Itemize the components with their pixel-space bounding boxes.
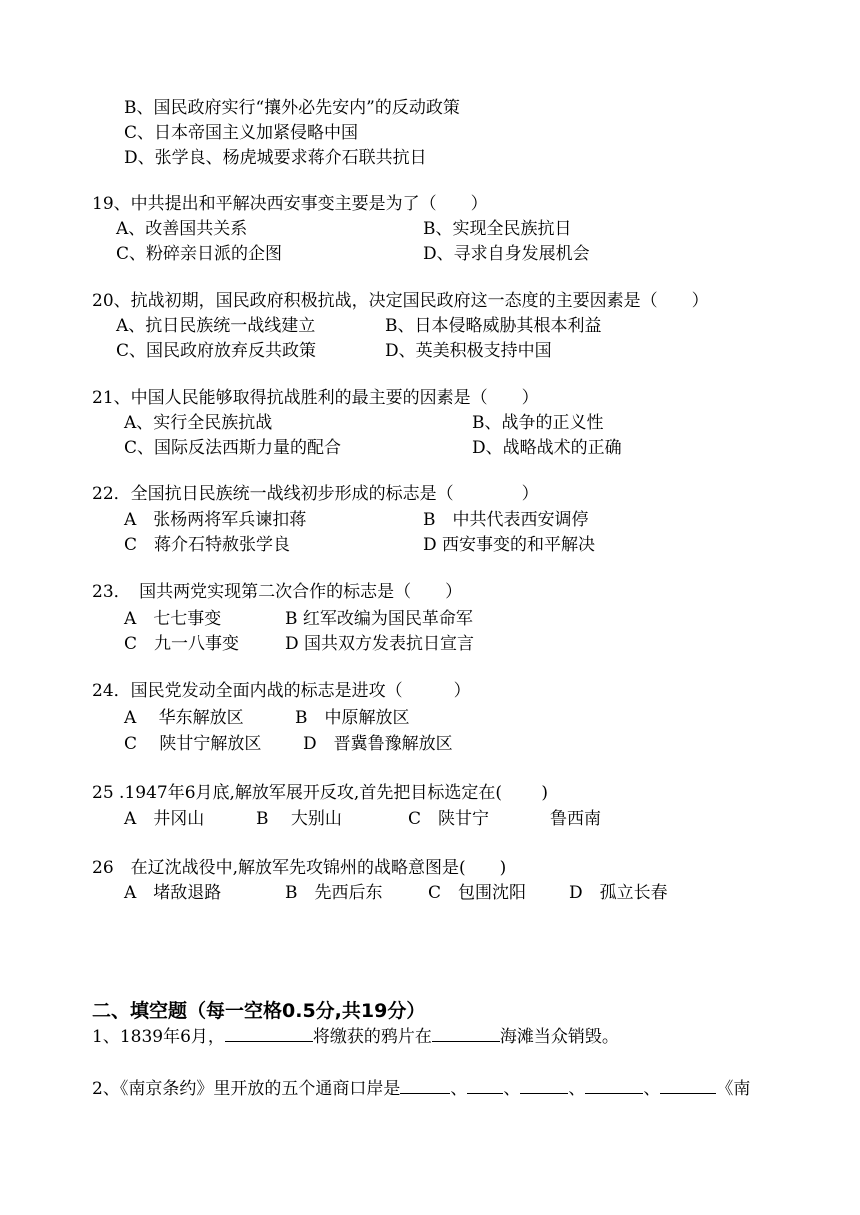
q18-option-d: D、张学良、杨虎城要求蒋介石联共抗日 <box>124 148 427 168</box>
q21-row1 <box>0 412 860 434</box>
fill2-sep-1: 、 <box>450 1079 468 1099</box>
q24-row2 <box>0 733 860 755</box>
q24-stem: 24．国民党发动全面内战的标志是进攻（ ） <box>92 681 471 701</box>
fill-question-1 <box>92 1025 619 1048</box>
q22-option-b: B 中共代表西安调停 <box>423 510 589 530</box>
fill1-text-2: 将缴获的鸦片在 <box>312 1027 432 1047</box>
q20-row1 <box>0 315 860 337</box>
fill2-blank-3[interactable] <box>520 1077 568 1094</box>
q26-row1 <box>0 882 860 904</box>
fill1-blank-2[interactable] <box>432 1025 500 1042</box>
fill1-text-3: 海滩当众销毁。 <box>499 1027 619 1047</box>
q19-option-b: B、实现全民族抗日 <box>423 219 572 239</box>
fill2-sep-3: 、 <box>568 1079 586 1099</box>
q26-option-a: A 堵敌退路 <box>124 883 222 903</box>
fill2-text-2: 《南 <box>716 1079 751 1099</box>
q24-option-a: A 华东解放区 <box>124 708 244 728</box>
q19-option-c: C、粉碎亲日派的企图 <box>116 244 283 264</box>
q23-row2 <box>0 633 860 655</box>
q24-option-b: B 中原解放区 <box>295 708 410 728</box>
fill1-blank-1[interactable] <box>225 1025 313 1042</box>
q22-option-c: C 蒋介石特赦张学良 <box>124 535 291 555</box>
q18-option-c: C、日本帝国主义加紧侵略中国 <box>124 123 359 143</box>
q25-option-c: C 陕甘宁 <box>408 809 490 829</box>
q21-option-b: B、战争的正义性 <box>472 413 604 433</box>
q19-stem: 19、中共提出和平解决西安事变主要是为了（ ） <box>92 194 488 214</box>
q25-option-b: B 大别山 <box>256 809 342 829</box>
q20-row2 <box>0 340 860 362</box>
q18-option-b: B、国民政府实行“攘外必先安内”的反动政策 <box>124 98 460 118</box>
q23-option-c: C 九一八事变 <box>124 634 240 654</box>
section-heading-fill-blank: 二、填空题（每一空格0.5分,共19分） <box>92 1000 426 1022</box>
q23-stem: 23． 国共两党实现第二次合作的标志是（ ） <box>92 582 463 602</box>
q20-stem: 20、抗战初期，国民政府积极抗战，决定国民政府这一态度的主要因素是（ ） <box>92 291 709 311</box>
q25-option-a: A 井冈山 <box>124 809 205 829</box>
q24-option-d: D 晋冀鲁豫解放区 <box>303 734 453 754</box>
q21-option-a: A、实行全民族抗战 <box>124 413 273 433</box>
q22-option-a: A 张杨两将军兵谏扣蒋 <box>124 510 307 530</box>
q25-row1 <box>0 808 860 830</box>
fill1-text-1: 1、1839年6月， <box>92 1027 225 1047</box>
q21-row2 <box>0 437 860 459</box>
q25-option-d: 鲁西南 <box>550 809 601 829</box>
q24-row1 <box>0 707 860 729</box>
q19-option-a: A、改善国共关系 <box>116 219 248 239</box>
q20-option-d: D、英美积极支持中国 <box>385 341 552 361</box>
q20-option-a: A、抗日民族统一战线建立 <box>116 316 316 336</box>
fill2-text-1: 2、《南京条约》里开放的五个通商口岸是 <box>92 1079 401 1099</box>
q26-stem: 26 在辽沈战役中,解放军先攻锦州的战略意图是( ) <box>92 858 507 878</box>
q23-row1 <box>0 608 860 630</box>
q19-option-d: D、寻求自身发展机会 <box>423 244 590 264</box>
q22-row1 <box>0 509 860 531</box>
q19-row1 <box>0 218 860 240</box>
q20-option-c: C、国民政府放弃反共政策 <box>116 341 317 361</box>
q23-option-d: D 国共双方发表抗日宣言 <box>285 634 475 654</box>
q24-option-c: C 陕甘宁解放区 <box>124 734 262 754</box>
q26-option-d: D 孤立长春 <box>569 883 668 903</box>
q19-row2 <box>0 243 860 265</box>
q26-option-b: B 先西后东 <box>285 883 383 903</box>
q21-option-d: D、战略战术的正确 <box>472 438 622 458</box>
q26-option-c: C 包围沈阳 <box>428 883 527 903</box>
q23-option-a: A 七七事变 <box>124 609 222 629</box>
fill2-blank-4[interactable] <box>585 1077 643 1094</box>
q22-stem: 22．全国抗日民族统一战线初步形成的标志是（ ） <box>92 484 539 504</box>
q25-stem: 25 .1947年6月底,解放军展开反攻,首先把目标选定在( ) <box>92 783 548 803</box>
q22-row2 <box>0 534 860 556</box>
fill2-sep-2: 、 <box>503 1079 521 1099</box>
fill2-blank-2[interactable] <box>467 1077 503 1094</box>
fill2-blank-1[interactable] <box>400 1077 450 1094</box>
q22-option-d: D 西安事变的和平解决 <box>423 535 596 555</box>
fill2-blank-5[interactable] <box>660 1077 716 1094</box>
q21-option-c: C、国际反法西斯力量的配合 <box>124 438 342 458</box>
q20-option-b: B、日本侵略威胁其根本利益 <box>385 316 602 336</box>
fill2-sep-4: 、 <box>643 1079 661 1099</box>
q21-stem: 21、中国人民能够取得抗战胜利的最主要的因素是（ ） <box>92 388 539 408</box>
fill-question-2 <box>92 1077 750 1100</box>
q23-option-b: B 红军改编为国民革命军 <box>285 609 473 629</box>
